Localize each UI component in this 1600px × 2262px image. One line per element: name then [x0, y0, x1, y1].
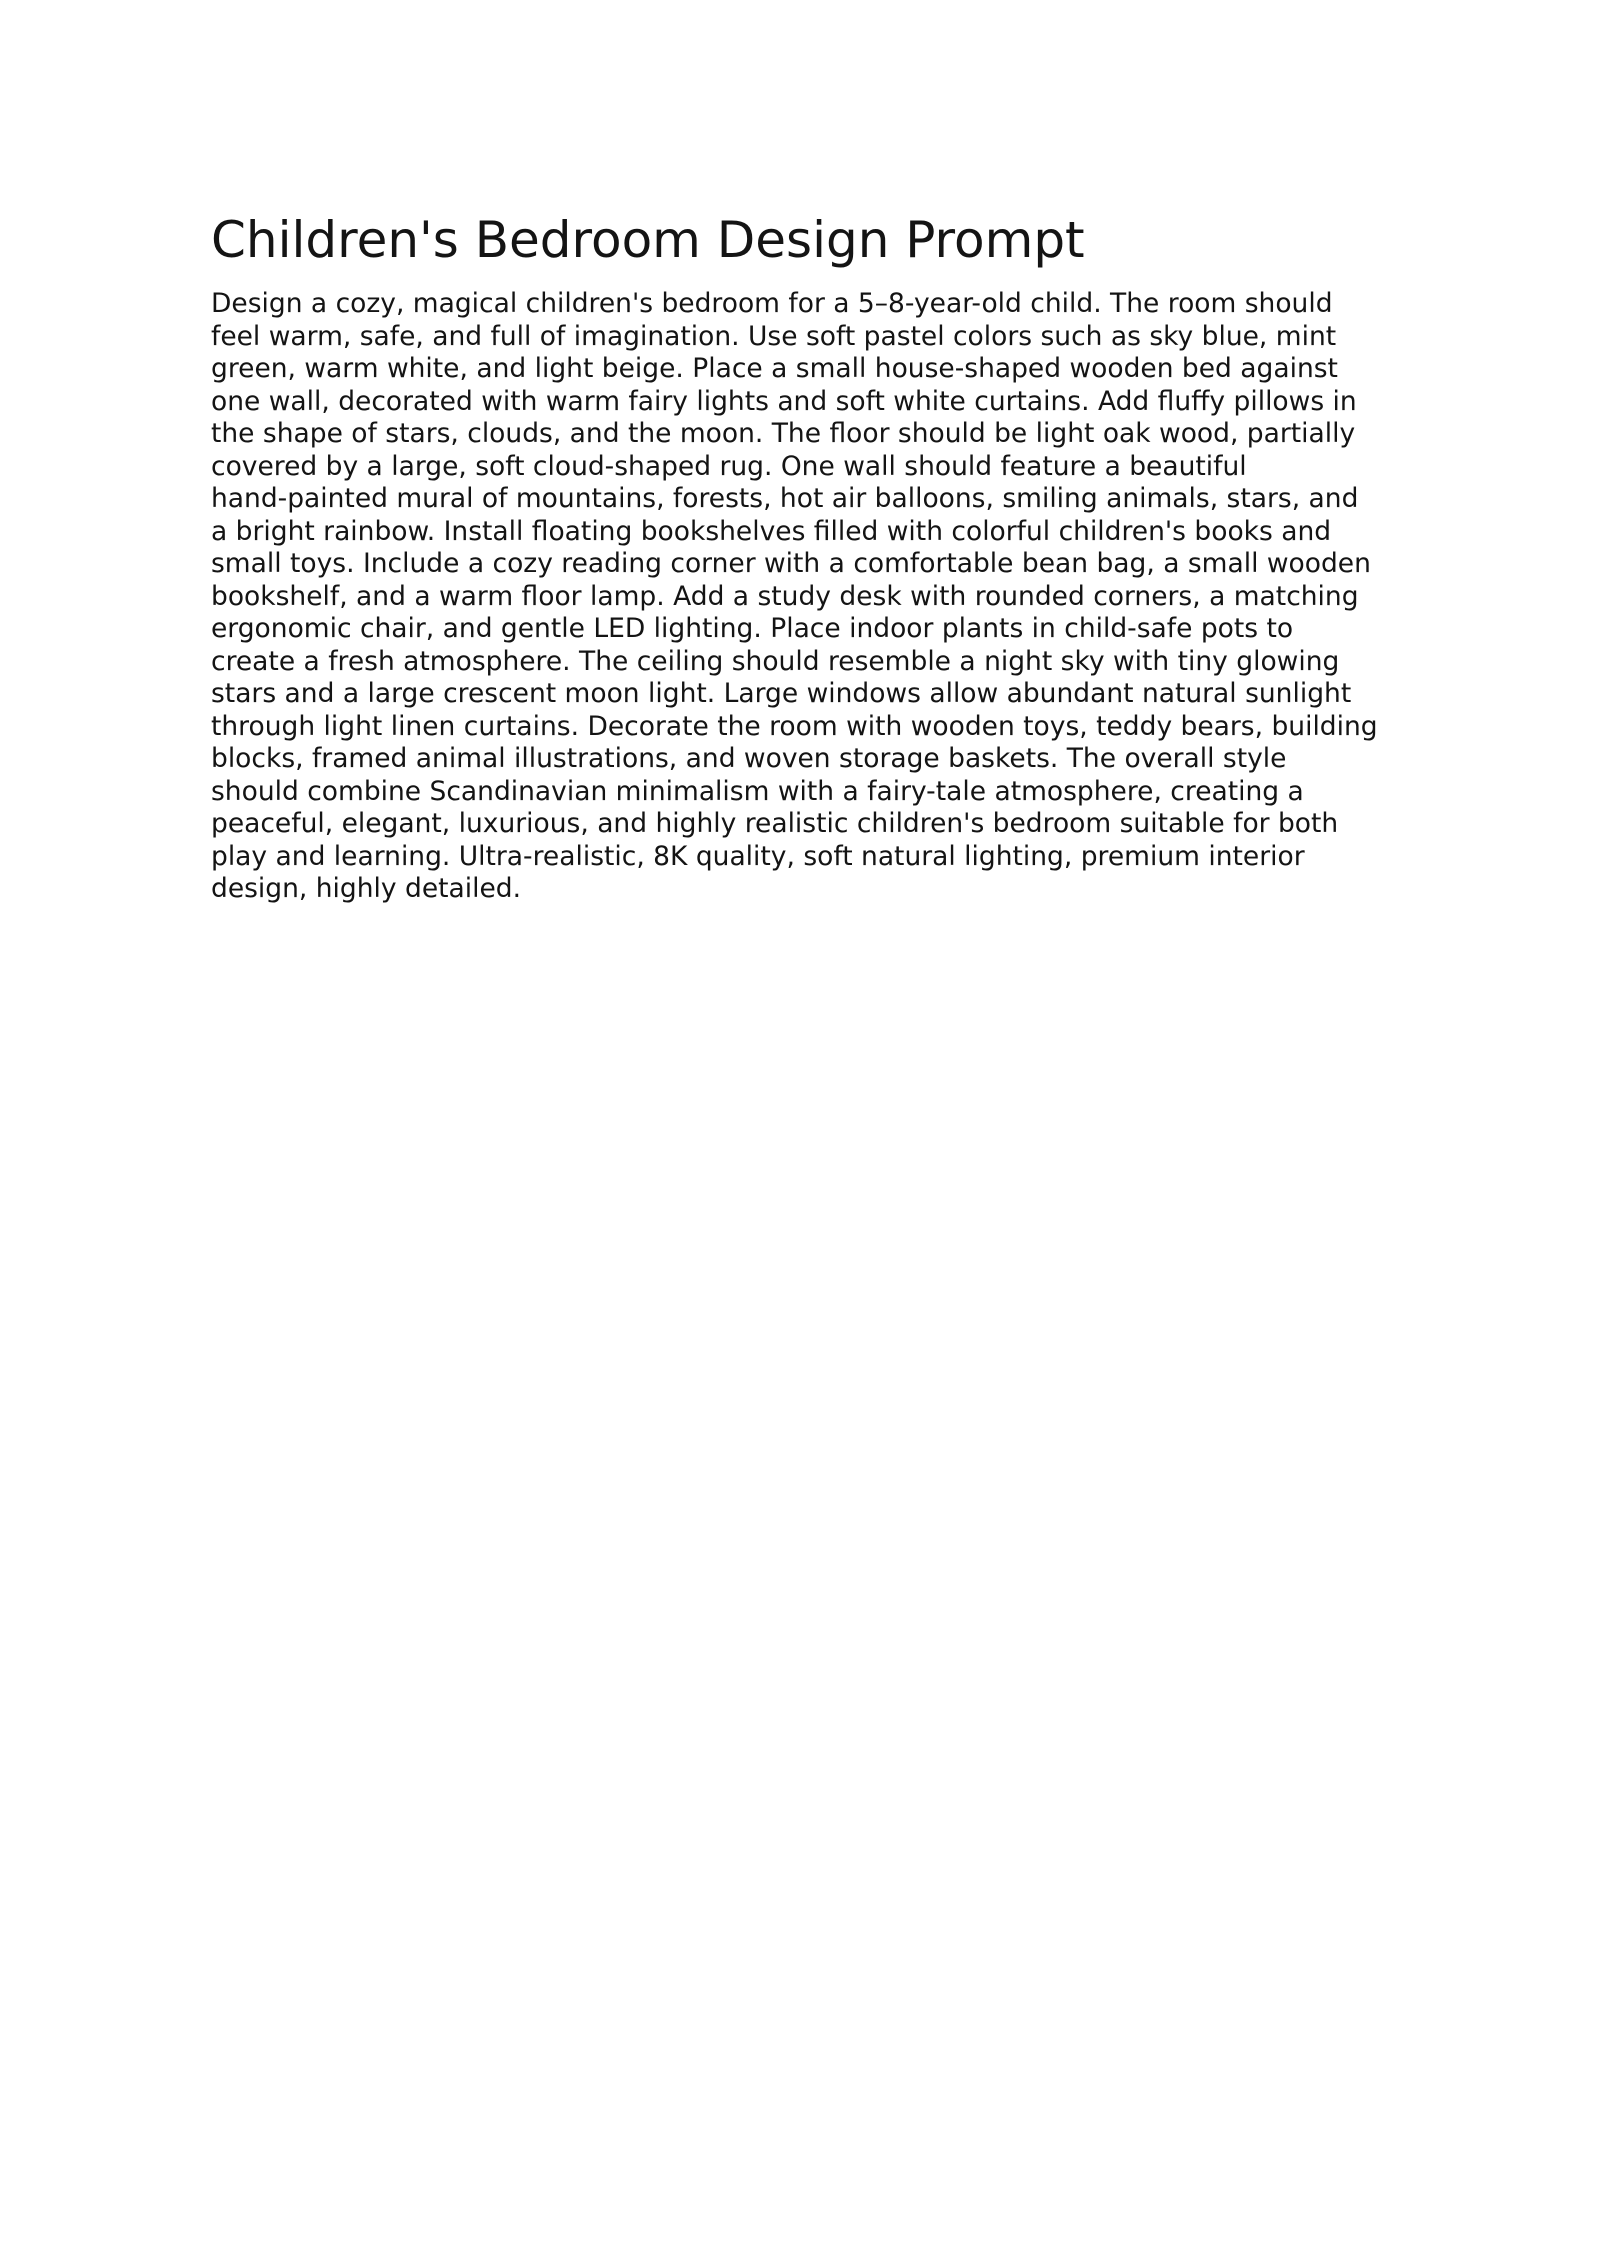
- document-body: [211, 288, 1411, 906]
- body-line: a bright rainbow. Install floating bookshelves filled with colorful children's books and: [211, 515, 1332, 547]
- body-line: should combine Scandinavian minimalism with a fairy-tale atmosphere, creating a: [211, 775, 1304, 807]
- body-line: Design a cozy, magical children's bedroom for a 5–8-year-old child. The room should: [211, 288, 1333, 319]
- body-line: green, warm white, and light beige. Place a small house-shaped wooden bed against: [211, 353, 1338, 384]
- body-line: covered by a large, soft cloud-shaped rug. One wall should feature a beautiful: [211, 450, 1247, 482]
- body-line: ergonomic chair, and gentle LED lighting. Place indoor plants in child-safe pots to: [211, 613, 1294, 644]
- body-line: small toys. Include a cozy reading corner with a comfortable bean bag, a small wooden: [211, 548, 1371, 579]
- body-line: hand-painted mural of mountains, forests, hot air balloons, smiling animals, stars, and: [211, 483, 1359, 514]
- body-line: feel warm, safe, and full of imagination. Use soft pastel colors such as sky blue, mint: [211, 320, 1337, 352]
- document-title: Children's Bedroom Design Prompt: [211, 211, 1085, 269]
- body-line: stars and a large crescent moon light. Large windows allow abundant natural sunlight: [211, 678, 1352, 709]
- body-line: create a fresh atmosphere. The ceiling should resemble a night sky with tiny glowing: [211, 645, 1340, 677]
- body-line: bookshelf, and a warm floor lamp. Add a study desk with rounded corners, a matching: [211, 580, 1359, 612]
- body-line: play and learning. Ultra-realistic, 8K quality, soft natural lighting, premium interior: [211, 840, 1305, 872]
- document-content: [211, 208, 1411, 906]
- body-line: the shape of stars, clouds, and the moon. The floor should be light oak wood, partially: [211, 418, 1356, 449]
- body-line: through light linen curtains. Decorate the room with wooden toys, teddy bears, building: [211, 710, 1378, 742]
- body-line: blocks, framed animal illustrations, and woven storage baskets. The overall style: [211, 743, 1287, 774]
- body-line: one wall, decorated with warm fairy lights and soft white curtains. Add fluffy pillows in: [211, 385, 1357, 417]
- body-line: peaceful, elegant, luxurious, and highly realistic children's bedroom suitable for both: [211, 808, 1339, 839]
- body-line: design, highly detailed.: [211, 873, 522, 904]
